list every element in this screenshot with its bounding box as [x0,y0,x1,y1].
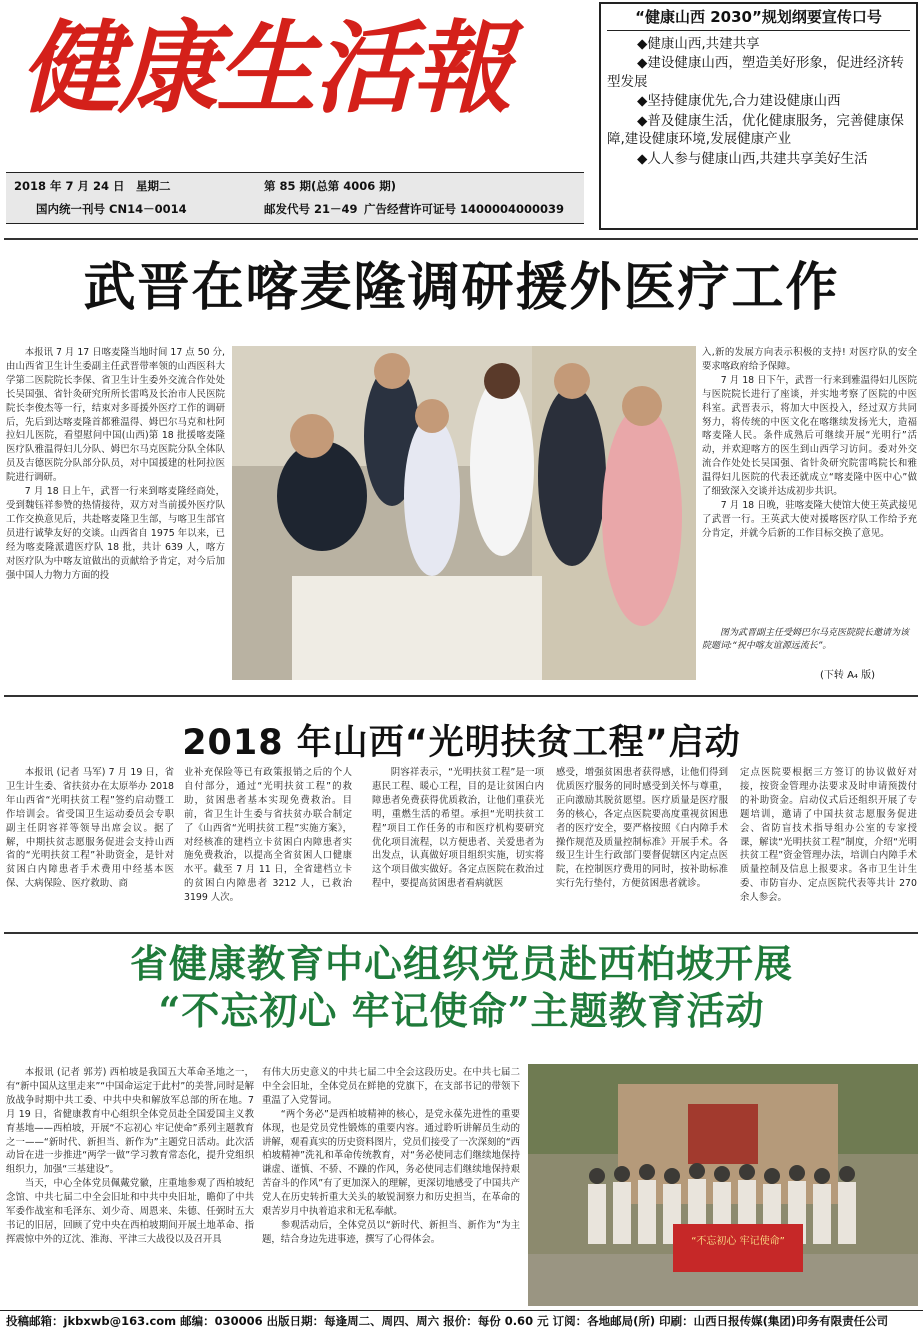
meeting-photo-illustration [232,346,696,680]
banner-text: “不忘初心 牢记使命” [691,1236,785,1247]
paragraph: “两个务必”是西柏坡精神的核心，是党永葆先进性的重要体现，也是党员党性锻炼的重要内容。通过聆听讲解员生动的讲解，观看真实的历史资料图片，党员们接受了一次深刻的“西柏坡精神”洗礼和革命传统教育，对“务必使同志们继续地保持谦虚、谨慎、不骄、不躁的作风，务必使同志们继续地保持艰苦奋斗的作风”有了更加深入的理解，更深切地感受了中国共产党人在历史转折重大关头的敏锐洞察力和历史担当，在革命的艰苦岁月中执着追求和无私奉献。 [262,1108,520,1218]
paragraph: 感受，增强贫困患者获得感，让他们得到优质医疗服务的同时感受到关怀与尊重，正向激励其脱贫愿望。医疗质量是医疗服务的核心，各定点医院要高度重视贫困患者的医疗安全，要严格按照《白内障手术操作规范及质量控制标准》开展手术。各级卫生计生行政部门要督促辖区内定点医院，在控制医疗费用的同时，按补助标准实行先行垫付，方便贫困患者就诊。 [556,767,728,890]
article1-right-column [702,346,917,616]
article3-column-1 [6,1066,254,1306]
paragraph: 业补充保险等已有政策报销之后的个人自付部分，通过“光明扶贫工程”的救助，贫困患者基本实现免费救治。目前，省卫生计生委与省扶贫办联合制定了《山西省“光明扶贫工程”实施方案》，对经核准的建档立卡贫困白内障患者实施免费救治，以提高全省贫困人口健康水平。截至 7 月 11 日，全省建档立卡的贫困白内障患者 3212 人，已救治 3199 人次。 [184,767,352,904]
paragraph: 参观活动后，全体党员以“新时代、新担当、新作为”为主题，结合身边先进事迹，撰写了心得体会。 [262,1219,520,1245]
headline-article3-line2: “不忘初心 牢记使命”主题教育活动 [158,988,765,1033]
paragraph: 入,新的发展方向表示积极的支持! 对医疗队的安全要求喀政府给予保障。 [702,347,917,372]
divider [4,695,918,697]
cn-number: 国内统一刊号 CN14－0014 [36,202,187,216]
article1-photo [232,346,696,680]
group-photo-illustration [528,1064,918,1306]
continued-note: (下转 A₄ 版) [820,670,876,681]
paragraph: 定点医院要根据三方签订的协议做好对接，按资金管理办法要求及时申请预拨付的补助资金。启动仪式后还组织开展了专题培训，邀请了中国扶贫志愿服务促进会、省防盲技术指导组办公室的专家授课，解读“光明扶贫工程”制度，介绍“光明扶贫工程”资金管理办法，培训白内障手术质量控制及信息上报要求。各市卫生计生委、市防盲办、定点医院代表等共计 270 余人参会。 [740,767,917,904]
divider [4,238,918,240]
slogan-item: ◆建设健康山西，塑造美好形象，促进经济转型发展 [607,55,904,90]
article2-column-4 [556,766,728,926]
article3-group-photo [528,1064,918,1306]
paragraph: 7 月 18 日上午，武晋一行来到喀麦隆经商处，受到魏钰祥参赞的热情接待，双方对当前援外医疗队工作交换意见后，共赴喀麦隆卫生部，与喀卫生部官员进行诚挚友好的交谈。山西省自 1975 年以来，已经为喀麦隆派遣医疗队 18 批，共计 639 人，喀方对医疗队为中喀友谊做出的贡献给予肯定，对今后加强中国人力物力方面的投 [6,486,225,581]
paragraph: 7 月 18 日晚，驻喀麦隆大使馆大使王英武接见了武晋一行。王英武大使对援喀医疗队工作给予充分肯定，并就今后新的工作目标交换了意见。 [702,499,917,539]
issue-date: 2018 年 7 月 24 日 星期二 [14,179,171,193]
headline-article1: 武晋在喀麦隆调研援外医疗工作 [83,258,840,318]
postal-code: 邮发代号 21－49 [264,202,358,216]
article1-left-column [6,346,225,684]
photo-caption: 图为武晋副主任受姆巴尔马克医院院长邀请为该院题词:“祝中喀友谊源远流长”。 [702,628,910,651]
divider [4,932,918,934]
slogan-box [599,2,918,230]
slogan-item: ◆人人参与健康山西,共建共享美好生活 [637,150,868,167]
footer-info: 投稿邮箱：jkbxwb@163.com 邮编：030006 出版日期：每逢周二、周四、周六 报价：每份 0.60 元 订阅：各地邮局(所) 印刷：山西日报传媒(集团)印务有限责任公司 [0,1310,923,1330]
issue-info-bar [6,172,584,224]
newspaper-title: 健康生活報 [20,9,510,127]
paragraph: 本报讯 (记者 郭芳) 西柏坡是我国五大革命圣地之一，有“新中国从这里走来”“中国命运定于此村”的美誉,同时是解放战争时期中共工委、中共中央和解放军总部的所在地。7 月 19 日，省健康教育中心组织全体党员赴全国爱国主义教育基地——西柏坡，开展“不忘初心 牢记使命”系列主题教育之一——“新时代、新担当、新作为”主题党日活动。此次活动旨在进一步推进“两学一做”学习教育常态化，提升党组织组织力，加强“三基建设”。 [6,1067,254,1176]
article2-column-1 [6,766,174,926]
article2-column-2 [184,766,352,926]
paragraph: 本报讯 (记者 马军) 7 月 19 日，省卫生计生委、省扶贫办在太原举办 2018 年山西省“光明扶贫工程”签约启动暨工作培训会。省受国卫生运动委员会专职副主任阴容祥等领导出席会议。据了解，中期扶贫志愿服务促进会支持山西省的“光明扶贫工程”补助资金，是针对贫困白内障患者手术费用中经基本医保、大病保险、医疗救助、商 [6,767,174,890]
slogan-item: ◆坚持健康优先,合力建设健康山西 [637,93,841,109]
article3-column-2 [262,1066,520,1306]
paragraph: 本报讯 7 月 17 日喀麦隆当地时间 17 点 50 分,由山西省卫生计生委副主任武晋带率领的山西医科大学第二医院院长李保、省卫生计生委外交流合作处处长吴国强、省针灸研究所所长雷鸣及长治市人民医院院长李俊杰等一行，结束对多哥援外医疗工作的调研后，先后到达喀麦隆首都雅温得、姆巴尔马克和杜阿拉妇儿医院，看望慰问中国(山西)第 18 批援喀麦隆医疗队雅温得妇儿分队、姆巴尔马克医院分队全体队员及吉德医院分队部分队员，对中国援建的杜阿拉医院进行调研。 [6,347,225,484]
headline-article2: 2018 年山西“光明扶贫工程”启动 [182,723,741,763]
paragraph: 阴容祥表示，“光明扶贫工程”是一项惠民工程、暖心工程，目的是让贫困白内障患者免费获得优质救治，让他们重获光明，重燃生活的希望。承担“光明扶贫工程”项目工作任务的市和医疗机构要研究优化项目流程，以方便患者、关爱患者为出发点，认真做好项目组织实施，切实将这个项目做实做好。各定点医院在救治过程中，要提高贫困患者看病就医 [372,767,544,890]
slogan-item: ◆普及健康生活，优化健康服务，完善健康保障,建设健康环境,发展健康产业 [607,112,904,147]
slogan-item: ◆健康山西,共建共享 [637,35,760,52]
headline-article3-line1: 省健康教育中心组织党员赴西柏坡开展 [129,941,793,986]
article2-column-5 [740,766,917,926]
ad-license: 广告经营许可证号 1400004000039 [364,202,565,216]
paragraph: 7 月 18 日下午，武晋一行来到雅温得妇儿医院与医院院长进行了座谈，并实地考察了医院的中医科室。武晋表示，将加大中医投入，经过双方共同努力，将传统的中医文化在喀继续发扬光大，造福喀麦隆人民。条件成熟后可继续开展“光明行”活动，并欢迎喀方的医生到山西学习访问。委对外交流合作处处长吴国强、省针灸研究院雷鸣院长和雅温得妇儿医院的代表还就成立“喀麦隆中医中心”做了细致深入交谈并达成初步共识。 [702,374,917,498]
paragraph: 有伟大历史意义的中共七届二中全会这段历史。在中共七届二中全会旧址，全体党员在鲜艳的党旗下，在支部书记的带领下重温了入党誓词。 [262,1067,520,1106]
paragraph: 当天，中心全体党员佩戴党徽，庄重地参观了西柏坡纪念馆、中共七届二中全会旧址和中共中央旧址，瞻仰了中共军委作战室和毛泽东、刘少奇、周恩来、朱德、任弼时五大书记的旧居，回顾了党中央在西柏坡期间开展土地革命、指挥震惊中外的辽沈、淮海、平津三大战役以及召开具 [6,1178,254,1245]
article2-column-3 [372,766,544,926]
issue-number: 第 85 期(总第 4006 期) [264,179,397,193]
slogan-title: “健康山西 2030”规划纲要宣传口号 [607,8,910,31]
